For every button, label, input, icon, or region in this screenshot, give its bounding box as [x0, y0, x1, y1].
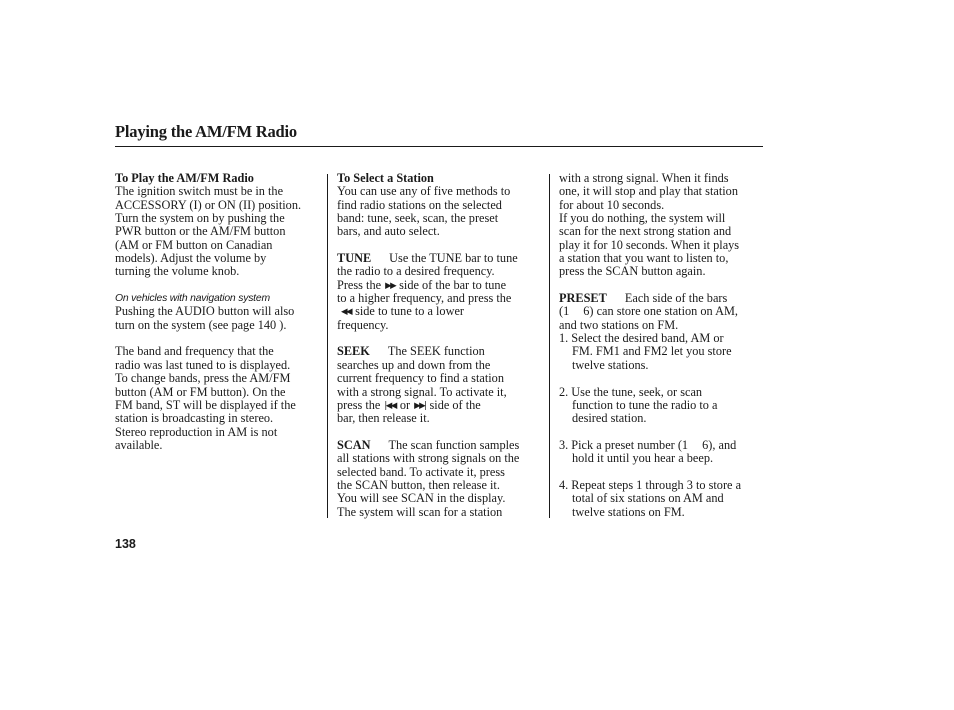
- tune-paragraph: [337, 252, 543, 332]
- text-fragment: press the: [337, 397, 381, 412]
- page-number: 138: [115, 537, 136, 551]
- text-line: bar, then release it.: [337, 411, 430, 426]
- column-3: [559, 172, 765, 519]
- text-line: current frequency to find a station: [337, 371, 504, 386]
- text-line: turning the volume knob.: [115, 264, 240, 279]
- text-line: one, it will stop and play that station: [559, 184, 738, 199]
- text-line: 2. Use the tune, seek, or scan: [559, 384, 703, 399]
- text-fragment: or: [399, 397, 411, 412]
- scan-label: SCAN: [337, 437, 371, 452]
- text-line: 4. Repeat steps 1 through 3 to store a: [559, 477, 742, 492]
- column-1: [115, 172, 321, 452]
- text-line: the SCAN button, then release it.: [337, 477, 500, 492]
- page-title: Playing the AM/FM Radio: [115, 122, 297, 141]
- text-line: scan for the next strong station and: [559, 224, 732, 239]
- text-line: desired station.: [572, 411, 647, 426]
- text-line: models). Adjust the volume by: [115, 251, 267, 266]
- scan-paragraph: [337, 439, 543, 519]
- text-line: with a strong signal. To activate it,: [337, 384, 507, 399]
- text-line: total of six stations on AM and: [572, 491, 724, 506]
- text-line: button (AM or FM button). On the: [115, 384, 286, 399]
- step-1: [559, 332, 765, 372]
- text-line: hold it until you hear a beep.: [572, 451, 714, 466]
- text-fragment: side of the: [429, 397, 481, 412]
- text-line: all stations with strong signals on the: [337, 451, 520, 466]
- column-2: [337, 172, 543, 519]
- preset-paragraph: [559, 292, 765, 332]
- text-line: with a strong signal. When it finds: [559, 171, 729, 185]
- text-fragment: The scan function samples: [388, 437, 520, 452]
- text-fragment: 3. Pick a preset number (1: [559, 437, 689, 452]
- section-heading-select-station: To Select a Station: [337, 171, 434, 185]
- text-line: PWR button or the AM/FM button: [115, 224, 286, 239]
- scan-continued: [559, 172, 765, 279]
- text-line: selected band. To activate it, press: [337, 464, 505, 479]
- text-fragment: Press the: [337, 277, 382, 292]
- text-line: for about 10 seconds.: [559, 197, 665, 212]
- text-line: FM. FM1 and FM2 let you store: [572, 344, 732, 359]
- text-line: (AM or FM button on Canadian: [115, 237, 273, 252]
- seek-paragraph: [337, 345, 543, 425]
- text-line: press the SCAN button again.: [559, 264, 706, 279]
- text-line: radio was last tuned to is displayed.: [115, 357, 291, 372]
- text-fragment: side of the bar to tune: [399, 277, 507, 292]
- text-line: and two stations on FM.: [559, 317, 679, 332]
- tune-down-icon: ◀◀: [341, 307, 352, 318]
- text-line: bars, and auto select.: [337, 224, 440, 239]
- text-line: station is broadcasting in stereo.: [115, 411, 274, 426]
- text-line: the radio to a desired frequency.: [337, 264, 495, 279]
- tune-up-icon: ▶▶: [385, 280, 396, 291]
- text-line: Pushing the AUDIO button will also: [115, 304, 295, 319]
- text-line: ACCESSORY (I) or ON (II) position.: [115, 197, 302, 212]
- tune-label: TUNE: [337, 251, 372, 266]
- text-fragment: 6) can store one station on AM,: [583, 304, 738, 319]
- text-line: The ignition switch must be in the: [115, 184, 284, 199]
- text-line: You can use any of five methods to: [337, 184, 511, 199]
- step-3: [559, 439, 765, 466]
- text-line: a station that you want to listen to,: [559, 251, 729, 266]
- text-line: If you do nothing, the system will: [559, 211, 726, 226]
- preset-label: PRESET: [559, 291, 607, 306]
- text-line: Stereo reproduction in AM is not: [115, 424, 278, 439]
- seek-label: SEEK: [337, 344, 370, 359]
- text-line: to a higher frequency, and press the: [337, 291, 512, 306]
- text-line: You will see SCAN in the display.: [337, 491, 506, 506]
- text-line: play it for 10 seconds. When it plays: [559, 237, 740, 252]
- text-fragment: Use the TUNE bar to tune: [389, 251, 518, 266]
- play-radio-intro: [115, 185, 321, 278]
- seek-up-icon: ▶▶|: [414, 400, 426, 411]
- text-line: twelve stations on FM.: [572, 504, 685, 519]
- text-fragment: side to tune to a lower: [355, 304, 465, 319]
- text-line: 1. Select the desired band, AM or: [559, 331, 724, 346]
- seek-down-icon: |◀◀: [384, 400, 396, 411]
- column-divider-1: [327, 174, 328, 518]
- text-line: function to tune the radio to a: [572, 397, 718, 412]
- text-line: The band and frequency that the: [115, 344, 274, 359]
- text-line: frequency.: [337, 317, 389, 332]
- text-line: available.: [115, 437, 163, 452]
- step-4: [559, 479, 765, 519]
- band-paragraph: [115, 345, 321, 452]
- section-heading-play-radio: To Play the AM/FM Radio: [115, 171, 254, 185]
- text-line: The system will scan for a station: [337, 504, 503, 519]
- text-line: twelve stations.: [572, 357, 649, 372]
- text-fragment: Each side of the bars: [624, 291, 728, 306]
- text-fragment: (1: [559, 304, 570, 319]
- text-line: Turn the system on by pushing the: [115, 211, 285, 226]
- step-2: [559, 386, 765, 426]
- text-line: band: tune, seek, scan, the preset: [337, 211, 499, 226]
- text-fragment: The SEEK function: [387, 344, 485, 359]
- title-rule: [115, 146, 763, 147]
- text-line: find radio stations on the selected: [337, 197, 502, 212]
- text-line: searches up and down from the: [337, 357, 491, 372]
- text-line: To change bands, press the AM/FM: [115, 371, 291, 386]
- column-divider-2: [549, 174, 550, 518]
- navigation-note: On vehicles with navigation system: [115, 293, 270, 305]
- text-line: FM band, ST will be displayed if the: [115, 397, 296, 412]
- page-reference-line: turn on the system (see page 140 ).: [115, 317, 287, 332]
- text-fragment: 6), and: [702, 437, 737, 452]
